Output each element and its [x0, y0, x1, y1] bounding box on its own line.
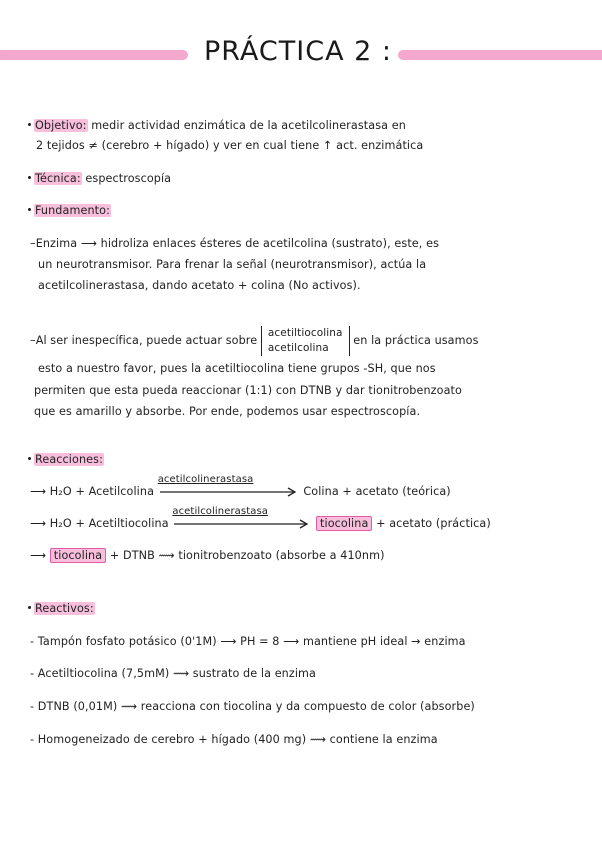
reaction-3-right: + DTNB ⟿ tionitrobenzoato (absorbe a 410nm) [109, 549, 385, 562]
bullet-dot [28, 123, 31, 126]
reactivo-item: - Homogeneizado de cerebro + hígado (400 mg) ⟿ contiene la enzima [30, 733, 438, 746]
reaction-3 [30, 546, 385, 565]
fundamento-p2-line-1 [30, 326, 479, 356]
bullet-dot [28, 457, 31, 460]
fundamento-heading [28, 201, 111, 220]
reaction-1-left: ⟶ H₂O + Acetilcolina [30, 485, 155, 498]
title-decoration-left [0, 50, 188, 60]
title-header [0, 36, 602, 76]
bullet-dot [28, 176, 31, 179]
substrate-option-2: acetilcolina [267, 342, 329, 354]
fundamento-label: Fundamento: [35, 204, 110, 217]
reaction-2-enzyme: acetilcolinerastasa [172, 506, 268, 517]
tecnica-text: espectroscopía [85, 172, 172, 185]
reacciones-label: Reacciones: [35, 453, 103, 466]
objetivo-line-2: 2 tejidos ≠ (cerebro + hígado) y ver en cual tiene ↑ act. enzimática [36, 139, 424, 152]
fundamento-p1-line-3: acetilcolinerastasa, dando acetato + colina (No activos). [38, 279, 361, 292]
reactivo-item: - Acetiltiocolina (7,5mM) ⟿ sustrato de la enzima [30, 667, 317, 680]
reaction-2-boxed-product: tiocolina [316, 516, 372, 531]
reaction-2 [30, 506, 491, 533]
reaction-3-boxed-reactant: tiocolina [50, 548, 106, 563]
tecnica-line [28, 169, 171, 188]
reaction-1-arrow [157, 474, 300, 501]
reaction-1 [30, 474, 451, 501]
fundamento-p2-line-2: esto a nuestro favor, pues la acetiltiocolina tiene grupos -SH, que nos [38, 362, 436, 375]
fundamento-p2-pre: –Al ser inespecífica, puede actuar sobre [30, 334, 258, 347]
reactivos-label: Reactivos: [35, 602, 94, 615]
bullet-dot [28, 606, 31, 609]
fundamento-p1-line-1: –Enzima ⟶ hidroliza enlaces ésteres de acetilcolina (sustrato), este, es [30, 237, 440, 250]
bullet-dot [28, 208, 31, 211]
fundamento-p1-line-2: un neurotransmisor. Para frenar la señal (neurotransmisor), actúa la [38, 258, 427, 271]
reacciones-heading [28, 450, 104, 469]
reaction-2-right: + acetato (práctica) [376, 517, 491, 530]
fundamento-p2-line-3: permiten que esta pueda reaccionar (1:1) con DTNB y dar tionitrobenzoato [34, 384, 462, 397]
reaction-1-right: Colina + acetato (teórica) [303, 485, 451, 498]
substrate-option-1: acetiltiocolina [267, 327, 343, 339]
reaction-2-left: ⟶ H₂O + Acetiltiocolina [30, 517, 169, 530]
tecnica-label: Técnica: [35, 172, 81, 185]
objetivo-line-1 [28, 116, 406, 135]
objetivo-text-1: medir actividad enzimática de la acetilcolinerastasa en [91, 119, 406, 132]
fundamento-p2-post: en la práctica usamos [353, 334, 479, 347]
reactivos-heading [28, 599, 95, 618]
reaction-2-arrow [172, 506, 312, 533]
reactivo-item: - Tampón fosfato potásico (0'1M) ⟶ PH = 8 ⟶ mantiene pH ideal → enzima [30, 635, 466, 648]
page-title: PRÁCTICA 2 : [203, 36, 392, 67]
objetivo-label: Objetivo: [35, 119, 87, 132]
reaction-3-prefix: ⟶ [30, 549, 47, 562]
fundamento-p2-line-4: que es amarillo y absorbe. Por ende, podemos usar espectroscopía. [34, 405, 421, 418]
reactivo-item: - DTNB (0,01M) ⟿ reacciona con tiocolina y da compuesto de color (absorbe) [30, 700, 475, 713]
title-decoration-right [398, 50, 602, 60]
substrate-options-brace [261, 326, 350, 356]
reaction-1-enzyme: acetilcolinerastasa [157, 474, 254, 485]
